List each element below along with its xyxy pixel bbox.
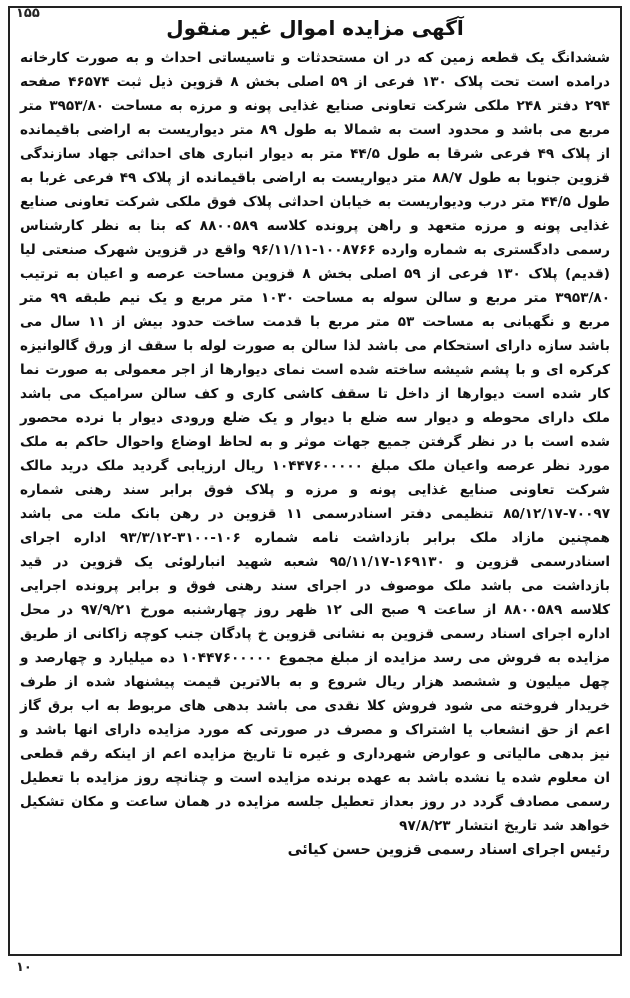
auction-notice-box: [8, 6, 622, 956]
notice-body: ششدانگ یک قطعه زمین که در ان مستحدثات و تاسیساتی احداث و به صورت کارخانه درامده است تحت پلاک ۱۳۰ فرعی از ۵۹ اصلی بخش ۸ قزوین ذیل ثبت ۴۶۵۷۴ صفحه ۲۹۴ دفتر ۲۴۸ ملکی شرکت تعاونی صنایع غذایی پونه و مرزه به مساحت ۳۹۵۳/۸۰ متر مربع می باشد و محدود است به شمالا به طول ۸۹ متر دیواریست به اراضی باقیمانده از پلاک ۴۹ فرعی شرقا به طول ۴۴/۵ متر به دیوار انباری های احداثی جهاد سازندگی قزوین جنوبا به طول ۸۸/۷ متر دیواریست به اراضی باقیمانده از پلاک ۴۹ فرعی غربا به طول ۴۴/۵ متر درب ودیواریست به خیابان احداثی پلاک فوق ملکی شرکت تعاونی صنایع غذایی پونه و مرزه متعهد و راهن پرونده کلاسه ۸۸۰۰۵۸۹ که بنا به نظر کارشناس رسمی دادگستری به شماره وارده ۱۰۰۸۷۶۶-۹۶/۱۱/۱۱ واقع در قزوین شهرک صنعتی لیا (قدیم) پلاک ۱۳۰ فرعی از ۵۹ اصلی بخش ۸ قزوین مساحت عرصه و اعیان به ترتیب ۳۹۵۳/۸۰ متر مربع و سالن سوله به مساحت ۱۰۳۰ متر مربع و یک نیم طبقه ۹۹ متر مربع و نگهبانی به مساحت ۵۳ متر مربع با قدمت ساخت حدود بیش از ۱۱ سال می باشد سازه دارای استحکام می باشد لذا سالن به صورت لوله با سقف از ورق گالوانیزه کرکره ای و با پشم شیشه ساخته شده است نمای دیوارها از اجر معمولی به صورت نما کار شده است دیوارها از داخل تا سقف کاشی کاری و کف سالن سرامیک می باشد ملک دارای محوطه و دیوار سه ضلع با دیوار و یک ضلع ورودی دیوار با نرده محصور شده است با در نظر گرفتن جمیع جهات موثر و به لحاظ اوضاع واحوال حاکم به ملک مورد نظر عرصه واعیان ملک مبلغ ۱۰۴۴۷۶۰۰۰۰۰ ریال ارزیابی گردید ملک درید مالک شرکت تعاونی صنایع غذایی پونه و مرزه و پلاک فوق برابر سند رهنی شماره ۷۰۰۹۷-۸۵/۱۲/۱۷ تنظیمی دفتر اسنادرسمی ۱۱ قزوین در رهن بانک ملت می باشد همچنین مازاد ملک برابر بازداشت نامه شماره ۱۰۶-۳۱۰۰-۹۳/۳/۱۲ اداره اجرای اسنادرسمی قزوین و ۱۶۹۱۳۰-۹۵/۱۱/۱۷ شعبه شهید انبارلوئی یک قزوین در قید بازداشت می باشد ملک موصوف در اجرای سند رهنی فوق و برابر پرونده اجرایی کلاسه ۸۸۰۰۵۸۹ از ساعت ۹ صبح الی ۱۲ ظهر روز چهارشنبه مورخ ۹۷/۹/۲۱ در محل اداره اجرای اسناد رسمی قزوین به نشانی قزوین خ پادگان جنب کوچه زاکانی از طریق مزایده به فروش می رسد مزایده از مبلغ مجموع ۱۰۴۴۷۶۰۰۰۰۰ ده میلیارد و چهارصد و چهل میلیون و ششصد هزار ریال شروع و به بالاترین قیمت پیشنهاد شده از طرف خریدار فروخته می شود فروش کلا نقدی می باشد بدهی های مربوط به اب برق گاز اعم از حق انشعاب یا اشتراک و مصرف در صورتی که مورد مزایده دارای انها باشد و نیز بدهی مالیاتی و عوارض شهرداری و غیره تا تاریخ مزایده اعم از اینکه رقم قطعی ان معلوم شده یا نشده باشد به عهده برنده مزایده است و چنانچه روز مزایده با تعطیل رسمی مصادف گردد در روز بعداز تعطیل جلسه مزایده در همان ساعت و مکان تشکیل خواهد شد تاریخ انتشار ۹۷/۸/۲۳: [20, 50, 611, 834]
page-number: ۱۰: [16, 960, 32, 975]
top-page-number: ۱۵۵: [16, 6, 40, 21]
notice-signature: رئیس اجرای اسناد رسمی قزوین حسن کیائی: [287, 842, 610, 858]
notice-title: آگهی مزایده اموال غیر منقول: [166, 16, 464, 40]
